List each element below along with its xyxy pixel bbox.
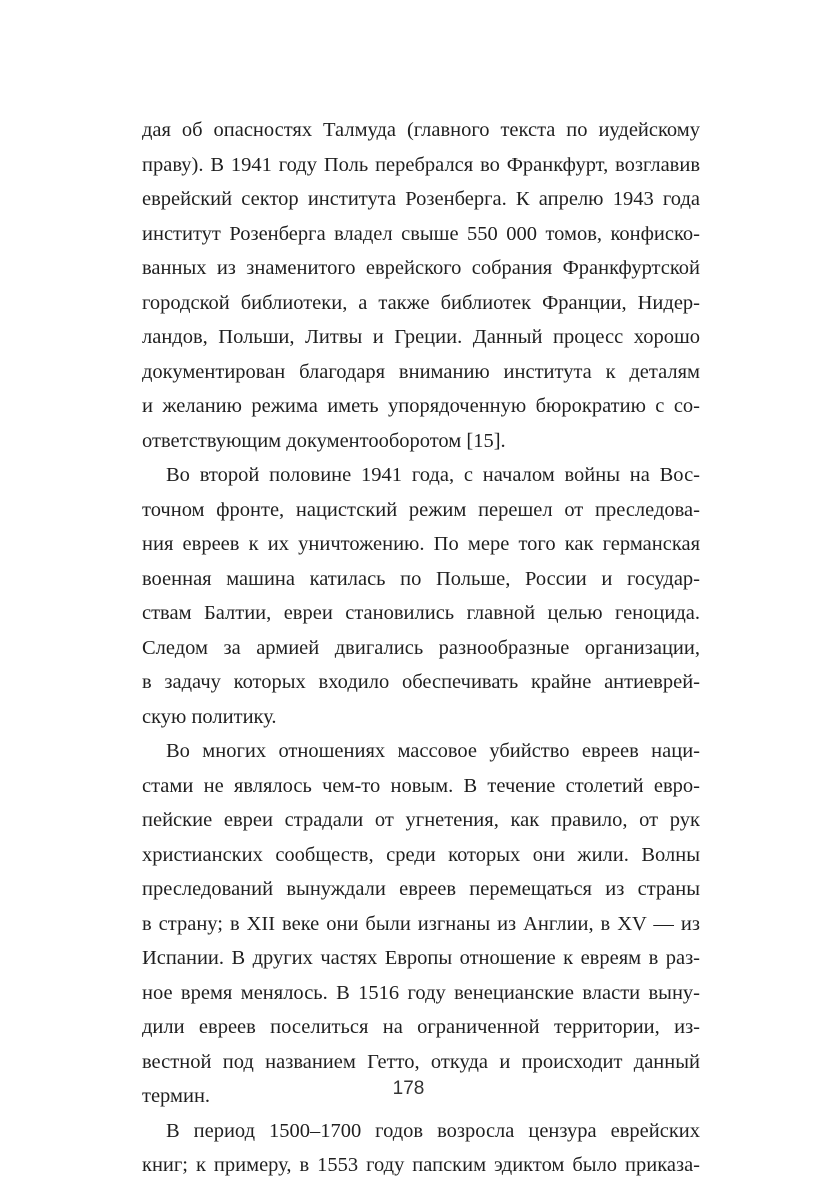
text-line: дили евреев поселиться на ограниченной территории, из- bbox=[142, 1016, 700, 1038]
body-text bbox=[142, 113, 700, 1183]
text-line: Испании. В других частях Европы отношение к евреям в раз- bbox=[142, 947, 700, 969]
text-line: скую политику. bbox=[142, 705, 277, 728]
text-line: ландов, Польши, Литвы и Греции. Данный процесс хорошо bbox=[142, 326, 700, 348]
text-line: в задачу которых входило обеспечивать крайне антиеврей- bbox=[142, 671, 700, 693]
text-line: еврейский сектор института Розенберга. К апрелю 1943 года bbox=[142, 188, 700, 210]
text-line: дая об опасностях Талмуда (главного текста по иудейскому bbox=[142, 119, 700, 141]
text-line: ответствующим документооборотом [15]. bbox=[142, 429, 506, 452]
text-line: ное время менялось. В 1516 году венецианские власти выну- bbox=[142, 981, 700, 1004]
text-line: преследований вынуждали евреев перемещаться из страны bbox=[142, 878, 700, 900]
text-line: В период 1500–1700 годов возросла цензура еврейских bbox=[166, 1119, 700, 1142]
text-line: институт Розенберга владел свыше 550 000 томов, конфиско- bbox=[142, 222, 700, 245]
text-line: термин. bbox=[142, 1085, 211, 1107]
text-line: Следом за армией двигались разнообразные организации, bbox=[142, 636, 700, 659]
page-number: 178 bbox=[392, 1078, 425, 1099]
text-line: стами не являлось чем-то новым. В течение столетий евро- bbox=[142, 774, 700, 797]
text-line: христианских сообществ, среди которых они жили. Волны bbox=[142, 843, 700, 866]
text-line: точном фронте, нацистский режим перешел от преследова- bbox=[142, 498, 700, 521]
text-line: городской библиотеки, а также библиотек Франции, Нидер- bbox=[142, 291, 700, 314]
text-line: пейские евреи страдали от угнетения, как правило, от рук bbox=[142, 809, 700, 831]
text-line: и желанию режима иметь упорядоченную бюрократию с со- bbox=[142, 395, 700, 417]
text-line: Во многих отношениях массовое убийство евреев наци- bbox=[166, 740, 700, 762]
text-line: документирован благодаря вниманию института к деталям bbox=[142, 360, 700, 383]
text-line: вестной под названием Гетто, откуда и происходит данный bbox=[142, 1050, 700, 1073]
text-line: ния евреев к их уничтожению. По мере того как германская bbox=[142, 533, 700, 555]
text-line: в страну; в XII веке они были изгнаны из Англии, в XV — из bbox=[142, 912, 700, 935]
text-line: ванных из знаменитого еврейского собрания Франкфуртской bbox=[142, 257, 700, 279]
text-line: военная машина катилась по Польше, России и государ- bbox=[142, 567, 700, 590]
text-line: ствам Балтии, евреи становились главной целью геноцида. bbox=[142, 602, 700, 624]
text-line: праву). В 1941 году Поль перебрался во Франкфурт, возглавив bbox=[142, 153, 700, 176]
text-line: книг; к примеру, в 1553 году папским эдиктом было приказа- bbox=[142, 1154, 700, 1176]
text-line: Во второй половине 1941 года, с началом войны на Вос- bbox=[166, 464, 700, 486]
